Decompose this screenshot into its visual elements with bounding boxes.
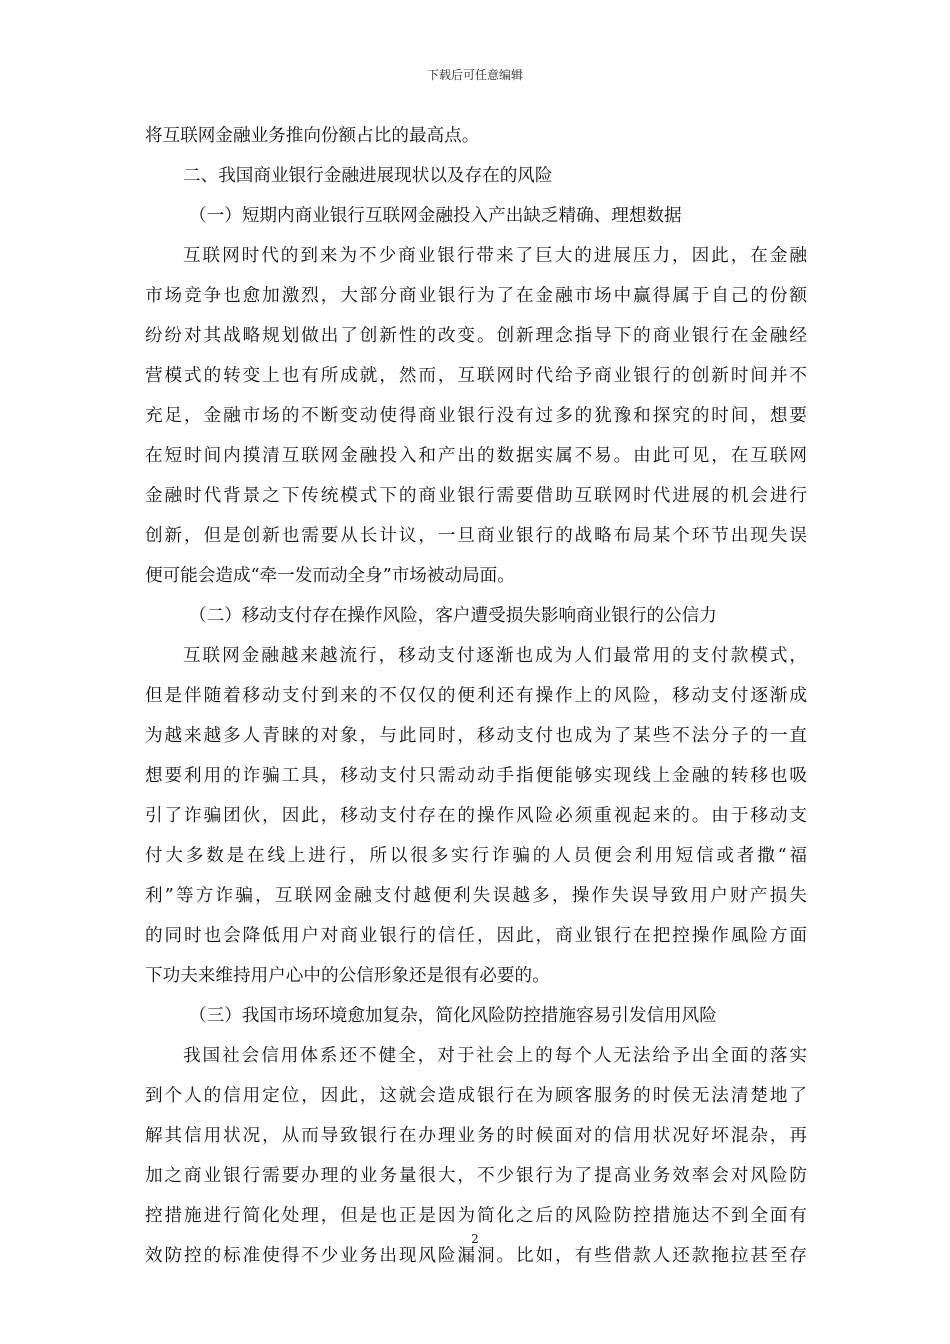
section-heading: 二、我国商业银行金融进展现状以及存在的风险 [183,166,553,186]
paragraph-line: 金融时代背景之下传统模式下的商业银行需要借助互联网时代进展的机会进行 [145,486,807,506]
subsection-heading: （一）短期内商业银行互联网金融投入产出缺乏精确、理想数据 [189,206,682,226]
paragraph-line: 在短时间内摸清互联网金融投入和产出的数据实属不易。由此可见，在互联网 [145,446,807,466]
paragraph-line: 到个人的信用定位，因此，这就会造成银行在为顾客服务的时侯无法清楚地了 [145,1086,807,1106]
paragraph-line: 控措施进行简化处理，但是也正是因为简化之后的风险防控措施达不到全面有 [145,1206,807,1226]
paragraph-line: 我国社会信用体系还不健全，对于社会上的每个人无法给予出全面的落实 [183,1046,807,1066]
paragraph-line: 付大多数是在线上进行，所以很多实行诈骗的人员便会利用短信或者撒“福 [145,846,807,866]
page-header: 下载后可任意编辑 [426,68,523,82]
paragraph-line: 互联网时代的到来为不少商业银行带来了巨大的进展压力，因此，在金融 [183,246,807,266]
paragraph-line: 的同时也会降低用户对商业银行的信任，因此，商业银行在把控操作風险方面 [145,926,807,946]
paragraph-line: 效防控的标准使得不少业务出现风险漏洞。比如，有些借款人还款拖拉甚至存 [145,1246,807,1266]
paragraph-line: 创新，但是创新也需要从长计议，一旦商业银行的战略布局某个环节出现失误 [145,526,807,546]
paragraph-line: 将互联网金融业务推向份额占比的最高点。 [145,126,480,146]
paragraph-line: 纷纷对其战略规划做出了创新性的改变。创新理念指导下的商业银行在金融经 [145,326,807,346]
paragraph-line: 下功夫来维持用户心中的公信形象还是很有必要的。 [145,966,550,986]
subsection-heading: （三）我国市场环境愈加复杂，简化风险防控措施容易引发信用风险 [189,1006,717,1026]
paragraph-line: 市场竞争也愈加激烈，大部分商业银行为了在金融市场中赢得属于自己的份额 [145,286,807,306]
paragraph-line: 充足，金融市场的不断变动使得商业银行没有过多的犹豫和探究的时间，想要 [145,406,807,426]
paragraph-line: 营模式的转变上也有所成就，然而，互联网时代给予商业银行的创新时间并不 [145,366,807,386]
paragraph-line: 但是伴随着移动支付到来的不仅仅的便利还有操作上的风险，移动支付逐渐成 [145,686,807,706]
paragraph-line: 便可能会造成“牵一发而动全身”市场被动局面。 [145,566,515,586]
paragraph-line: 想要利用的诈骗工具，移动支付只需动动手指便能够实现线上金融的转移也吸 [145,766,807,786]
paragraph-line: 加之商业银行需要办理的业务量很大，不少银行为了提高业务效率会对风险防 [145,1166,807,1186]
paragraph-line: 利”等方诈骗，互联网金融支付越便利失误越多，操作失误导致用户财产损失 [145,886,807,906]
page-number: 2 [471,1232,479,1246]
paragraph-line: 互联网金融越来越流行，移动支付逐渐也成为人们最常用的支付款模式， [183,646,807,666]
paragraph-line: 引了诈骗团伙，因此，移动支付存在的操作风险必须重视起来的。由于移动支 [145,806,807,826]
paragraph-line: 解其信用状况，从而导致银行在办理业务的时候面对的信用状况好坏混杂，再 [145,1126,807,1146]
paragraph-line: 为越来越多人青睐的对象，与此同时，移动支付也成为了某些不法分子的一直 [145,726,807,746]
subsection-heading: （二）移动支付存在操作风险，客户遭受损失影响商业银行的公信力 [189,606,717,626]
